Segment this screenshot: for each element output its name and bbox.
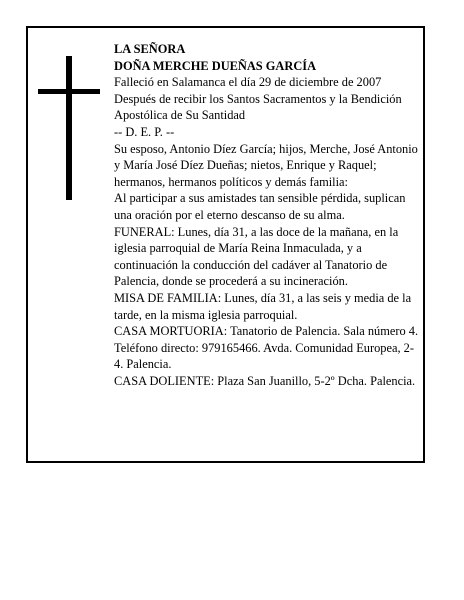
deceased-name: DOÑA MERCHE DUEÑAS GARCÍA [114, 58, 317, 73]
prayer-request: Al participar a sus amistades tan sensible pérdida, suplican una oración por el eterno descanso de su alma. [114, 191, 406, 222]
funeral-details: FUNERAL: Lunes, día 31, a las doce de la mañana, en la iglesia parroquial de María Reina Inmaculada, y a continuación la conducción del cadáver al Tanatorio de Palencia, donde se procederá a su incineración. [114, 224, 399, 289]
notice-title: LA SEÑORA [114, 42, 186, 56]
cross-vertical-bar [66, 56, 72, 200]
family-list: Su esposo, Antonio Díez García; hijos, Merche, José Antonio y María José Díez Dueñas; nietos, Enrique y Raquel; hermanos, hermanos políticos y demás familia: [114, 141, 418, 189]
family-home-details: CASA DOLIENTE: Plaza San Juanillo, 5-2º Dcha. Palencia. [114, 373, 416, 388]
death-statement: Falleció en Salamanca el día 29 de diciembre de 2007 [114, 75, 382, 90]
cross-icon [38, 56, 100, 200]
mortuary-details: CASA MORTUORIA: Tanatorio de Palencia. Sala número 4. Teléfono directo: 979165466. Avda. Comunidad Europea, 2-4. Palencia. [114, 324, 419, 372]
sacraments-statement: Después de recibir los Santos Sacramentos y la Bendición Apostólica de Su Santidad [114, 91, 402, 123]
family-mass-details: MISA DE FAMILIA: Lunes, día 31, a las seis y media de la tarde, en la misma iglesia parroquial. [114, 290, 412, 322]
cross-horizontal-bar [38, 89, 100, 94]
notice-text [114, 41, 420, 389]
obituary-notice [26, 26, 425, 463]
rest-in-peace: -- D. E. P. -- [114, 124, 175, 139]
